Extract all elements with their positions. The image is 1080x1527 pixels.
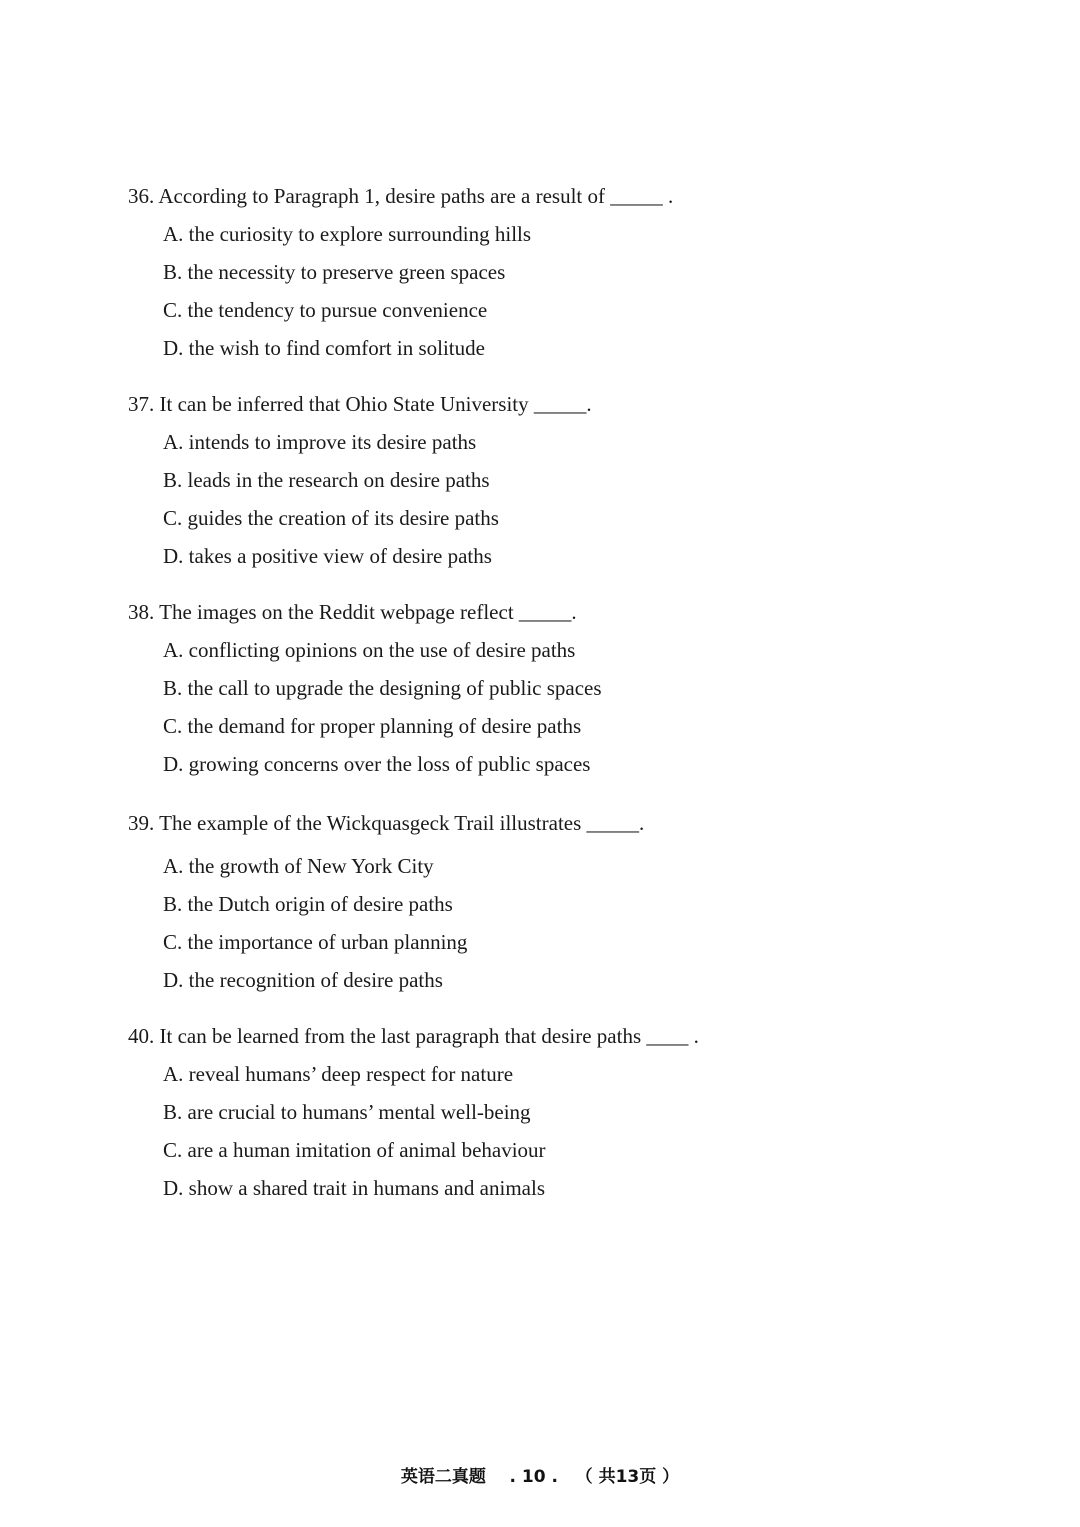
option-d: D. show a shared trait in humans and animals [163,1176,545,1200]
question-stem: 38. The images on the Reddit webpage reflect _____. [128,600,577,624]
option-c: C. are a human imitation of animal behaviour [163,1138,546,1162]
question-39 [128,811,948,992]
option-a: A. intends to improve its desire paths [163,430,477,454]
option-b: B. the call to upgrade the designing of public spaces [163,676,602,700]
option-c: C. guides the creation of its desire paths [163,506,499,530]
option-b: B. leads in the research on desire paths [163,468,490,492]
option-b: B. are crucial to humans’ mental well-being [163,1100,531,1124]
option-a: A. reveal humans’ deep respect for nature [163,1062,514,1086]
question-stem: 40. It can be learned from the last paragraph that desire paths ____ . [128,1024,699,1048]
question-40 [128,1024,948,1200]
option-c: C. the importance of urban planning [163,930,468,954]
question-stem: 37. It can be inferred that Ohio State University _____. [128,392,592,416]
option-d: D. the recognition of desire paths [163,968,443,992]
question-36 [128,184,948,360]
option-b: B. the Dutch origin of desire paths [163,892,453,916]
option-d: D. takes a positive view of desire paths [163,544,492,568]
question-38 [128,600,948,776]
option-a: A. the curiosity to explore surrounding hills [163,222,532,246]
option-c: C. the tendency to pursue convenience [163,298,488,322]
question-stem: 39. The example of the Wickquasgeck Trail illustrates _____. [128,811,645,835]
option-d: D. the wish to find comfort in solitude [163,336,485,360]
option-d: D. growing concerns over the loss of public spaces [163,752,591,776]
option-a: A. the growth of New York City [163,854,434,878]
page-footer: 英语二真题 . 10 . （ 共13页 ） [400,1467,680,1487]
option-a: A. conflicting opinions on the use of desire paths [163,638,576,662]
question-37 [128,392,948,568]
option-b: B. the necessity to preserve green spaces [163,260,506,284]
question-stem: 36. According to Paragraph 1, desire paths are a result of _____ . [128,184,674,208]
option-c: C. the demand for proper planning of desire paths [163,714,582,738]
